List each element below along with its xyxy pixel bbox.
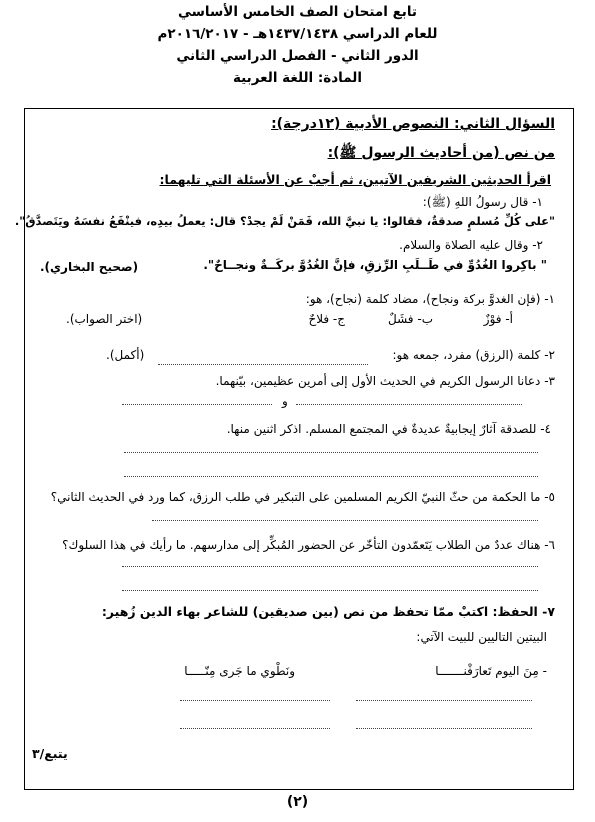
q6-answer-line-2[interactable] — [122, 590, 538, 591]
header-line-3: الدور الثاني - الفصل الدراسي الثاني — [176, 48, 419, 64]
q7-answer-line-1[interactable] — [356, 700, 532, 701]
hadith-2-intro: ٢- وقال عليه الصلاة والسلام. — [399, 238, 543, 252]
hadith-1-intro: ١- قال رسولُ اللهِ (ﷺ): — [422, 195, 543, 209]
q7-subtext: البيتين التاليين للبيت الآتي: — [416, 630, 547, 644]
q5-text: ٥- ما الحكمة من حثّ النبيّ الكريم المسلمين على التبكير في طلب الرزق، كما ورد في الحديث الثاني؟ — [50, 490, 555, 504]
q7-text: ٧- الحفظ: اكتبْ ممّا تحفظ من نص (بين صديقين) للشاعر بهاء الدين زُهير: — [101, 604, 555, 619]
hadith-2-text: " باكِروا الغُدُوِّ في طَــلَبِ الرِّزقِ، فإنَّ الغُدُوَّ بركَــةٌ ونجــاحٌ". — [203, 258, 547, 272]
q6-answer-line-1[interactable] — [122, 566, 538, 567]
continue-note: يتبع/٣ — [32, 746, 68, 761]
q7-answer-line-2[interactable] — [180, 700, 330, 701]
q2-text: ٢- كلمة (الرزق) مفرد، جمعه هو: — [392, 348, 555, 362]
q7-verse-2: ونَطْوي ما جَرى مِنّـــــا — [184, 664, 295, 678]
q4-answer-line-1[interactable] — [124, 452, 538, 453]
q3-text: ٣- دعانا الرسول الكريم في الحديث الأول إلى أمرين عظيمين، بيّنهما. — [215, 374, 555, 388]
page-number: (٢) — [286, 794, 309, 810]
q3-answer-line-2[interactable] — [122, 404, 272, 405]
q7-verse-1: - مِنَ اليوم تَعارَفْنـــــــا — [435, 664, 547, 678]
q7-answer-line-4[interactable] — [180, 728, 330, 729]
hadith-1-text: "على كُلِّ مُسلمٍ صدقةٌ، فقالوا: يا نبيَّ الله، فَمَنْ لَمْ يجدْ؟ قال: يعملُ بيدِه، فينْفَعُ نفسَهُ ويَتَصدَّقُ". — [14, 214, 555, 228]
instruction: اقرأ الحديثين الشريفين الآتيين، ثم أجبْ عن الأسئلة التي تليهما: — [159, 172, 551, 187]
q1-hint: (اختر الصواب). — [66, 312, 143, 326]
header-line-1: تابع امتحان الصف الخامس الأساسي — [177, 4, 418, 20]
q7-answer-line-3[interactable] — [356, 728, 532, 729]
q6-text: ٦- هناك عددٌ من الطلاب يَتَعمّدون التأخّر عن الحضور المُبكِّر إلى مدارسهم. ما رأيك في هذا السلوك؟ — [62, 538, 555, 552]
q3-answer-line-1[interactable] — [296, 404, 522, 405]
q4-text: ٤- للصدقة آثارٌ إيجابيةٌ عديدةٌ في المجتمع المسلم. اذكر اثنين منها. — [226, 422, 551, 436]
header-line-2: للعام الدراسي ١٤٣٧/١٤٣٨هـ - ٢٠١٦/٢٠١٧م — [157, 26, 438, 42]
header-line-4: المادة: اللغة العربية — [232, 70, 362, 86]
q2-hint: (أكمل). — [106, 348, 145, 362]
q1-text: ١- (فإن الغدوَّ بركة ونجاح)، مضاد كلمة (نجاح)، هو: — [305, 292, 555, 306]
q5-answer-line[interactable] — [152, 520, 538, 521]
q1-option-c[interactable]: ج- فلاحٌ — [308, 312, 345, 326]
q4-answer-line-2[interactable] — [124, 476, 538, 477]
q2-answer-line[interactable] — [158, 364, 368, 365]
q3-conjunction: و — [282, 394, 288, 408]
section-subtitle: من نص (من أحاديث الرسول ﷺ): — [327, 145, 555, 161]
q1-option-b[interactable]: ب- فشَلٌ — [388, 312, 433, 326]
section-title: السؤال الثاني: النصوص الأدبية (١٢درجة): — [271, 116, 555, 132]
q1-option-a[interactable]: أ- فوْزٌ — [483, 312, 513, 326]
hadith-2-source: (صحيح البخاري). — [40, 260, 139, 274]
